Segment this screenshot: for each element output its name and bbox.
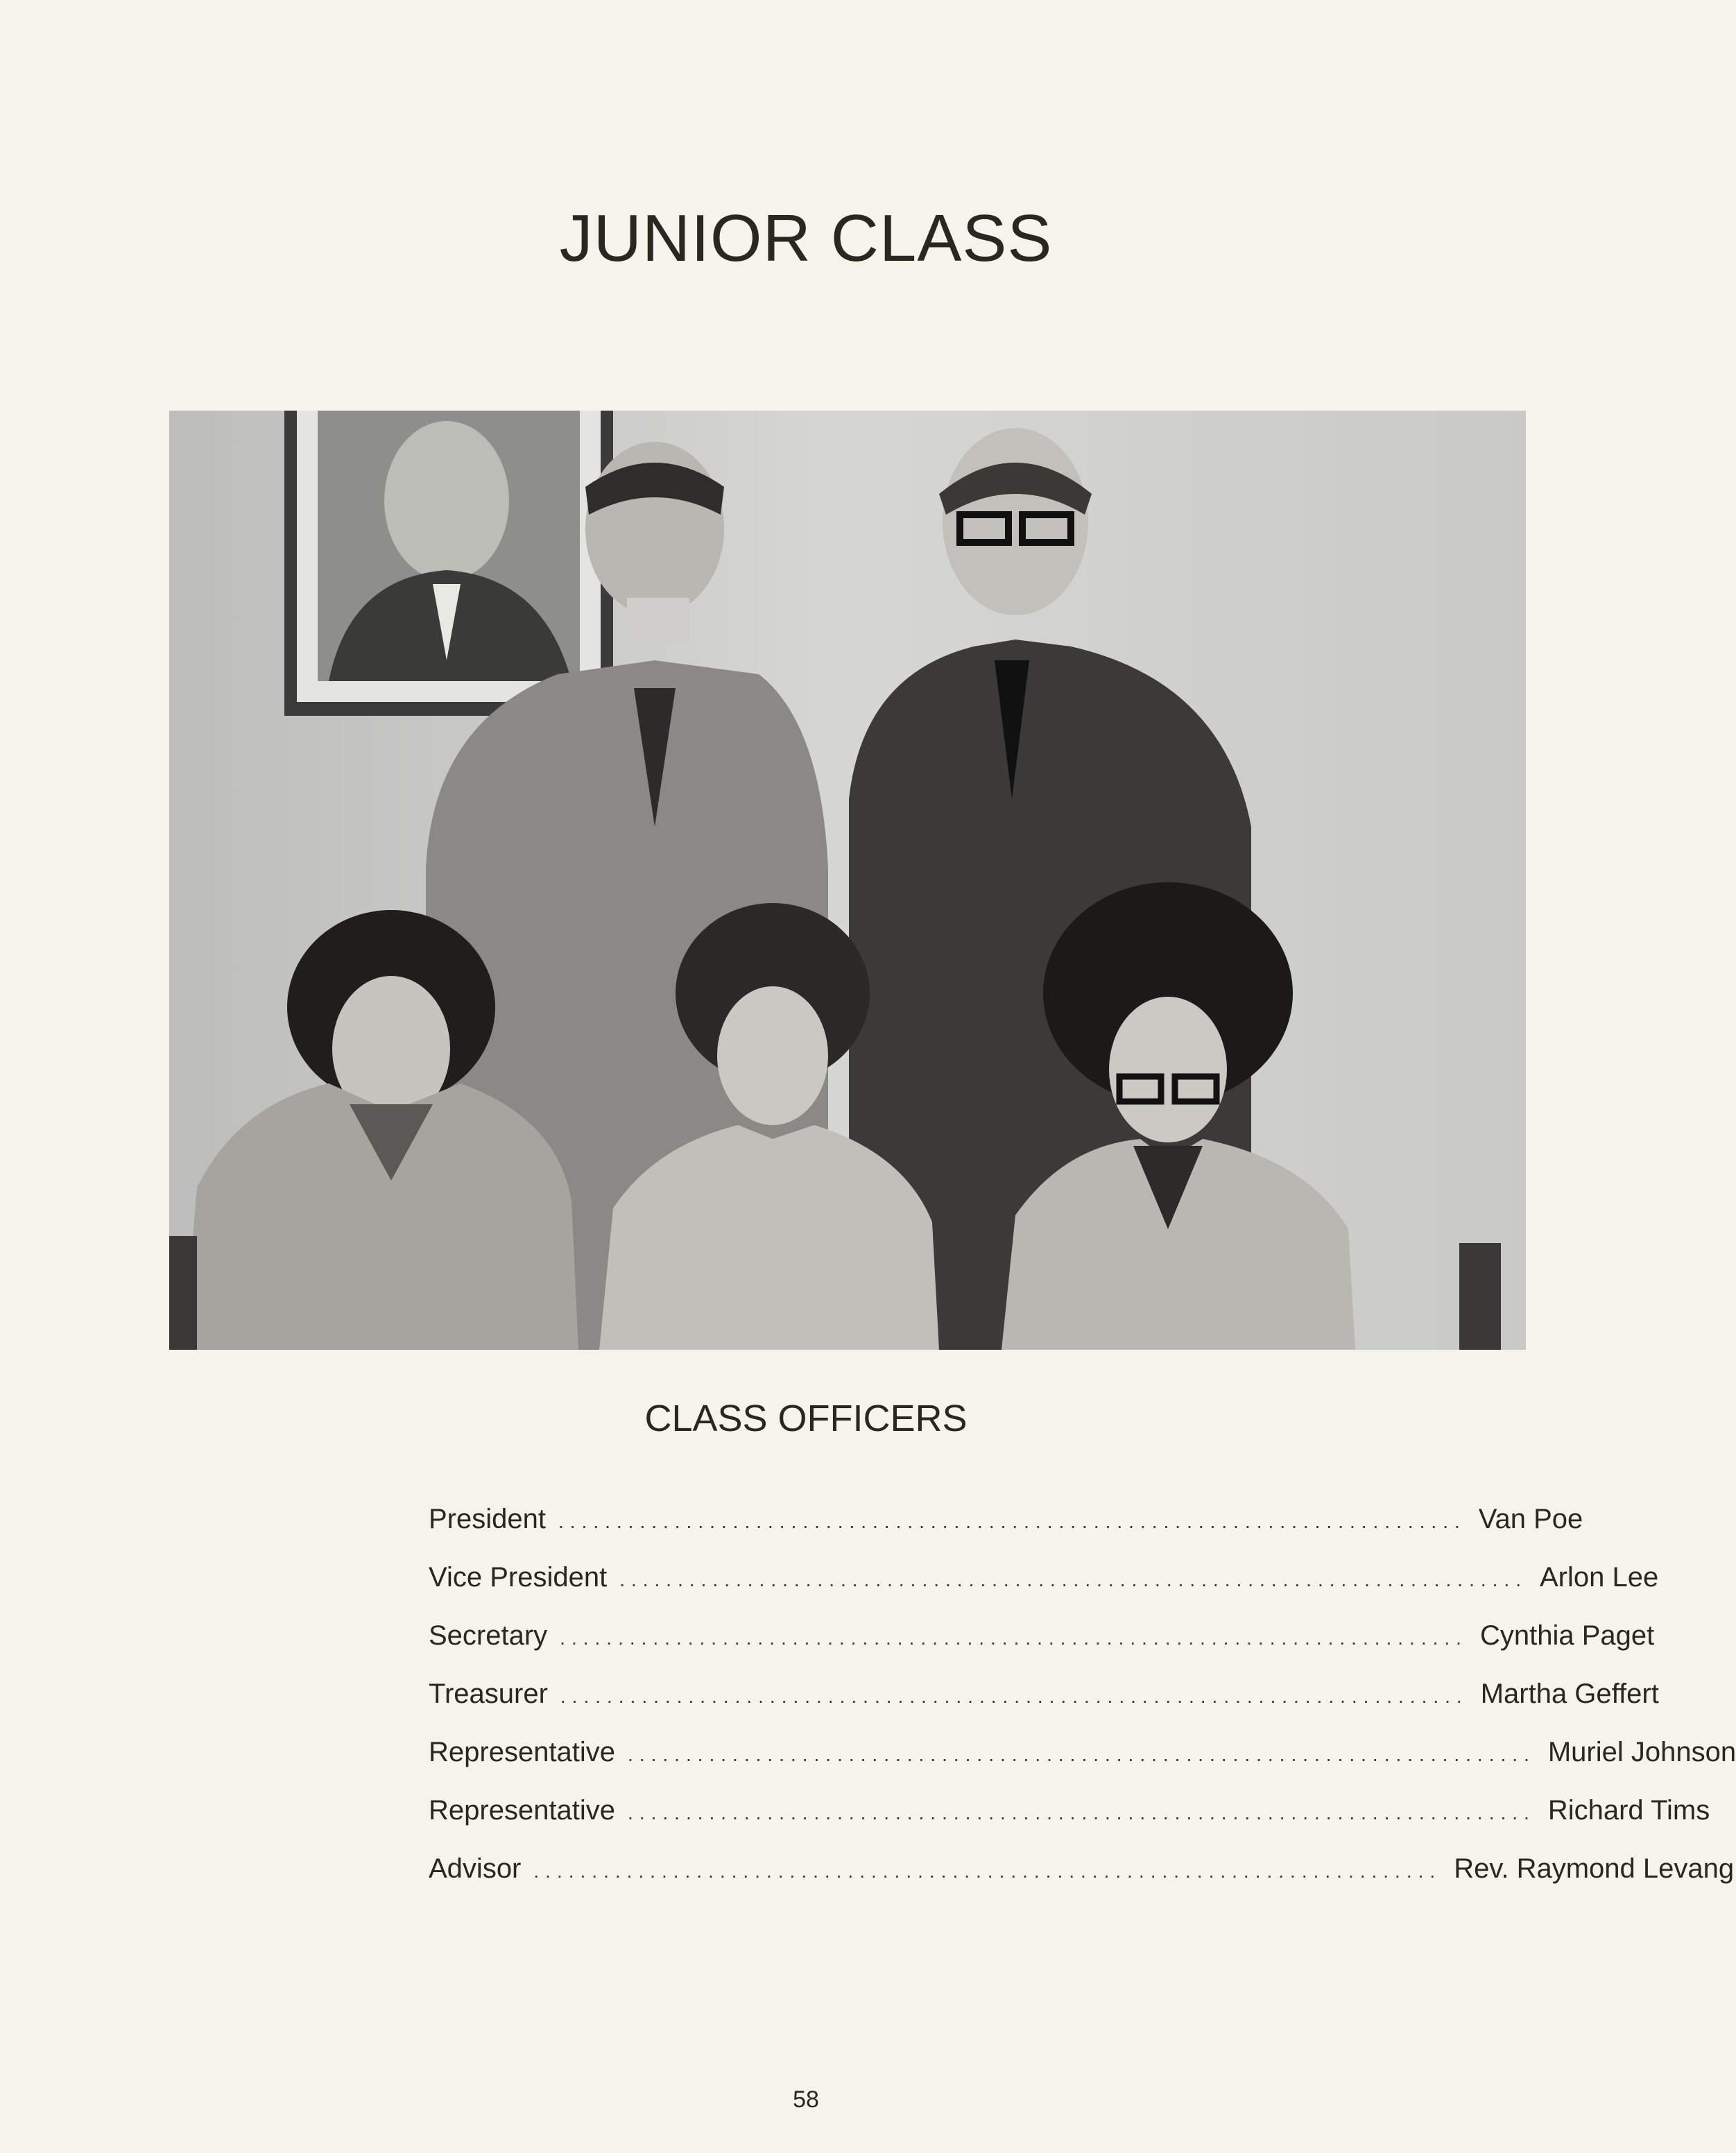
officer-role: Representative (429, 1795, 616, 1826)
officer-name: Richard Tims (1547, 1795, 1710, 1826)
officer-role: Advisor (429, 1853, 522, 1884)
officer-row-representative-1 (429, 1737, 1736, 1796)
dot-leader: .............................................................................. (619, 1569, 1527, 1590)
officer-role: Vice President (429, 1562, 608, 1593)
page-title: JUNIOR CLASS (559, 201, 1053, 275)
group-photo-illustration (169, 411, 1526, 1350)
officer-name: Muriel Johnson (1547, 1737, 1736, 1767)
officer-role: Secretary (429, 1620, 548, 1651)
dot-leader: .............................................................................. (558, 1511, 1466, 1532)
officer-name: Cynthia Paget (1479, 1620, 1655, 1651)
page-number: 58 (793, 2086, 819, 2113)
dot-leader: .............................................................................. (628, 1802, 1536, 1824)
framed-portrait (284, 411, 613, 716)
officer-row-advisor (429, 1853, 1735, 1913)
dot-leader: .............................................................................. (560, 1685, 1468, 1707)
class-officers-photo (169, 411, 1526, 1350)
officer-row-representative-2 (429, 1795, 1710, 1855)
officer-name: Rev. Raymond Levang (1454, 1853, 1735, 1884)
officer-row-vice-president (429, 1562, 1659, 1622)
officer-name: Arlon Lee (1539, 1562, 1659, 1593)
dot-leader: .............................................................................. (560, 1627, 1468, 1649)
dot-leader: .............................................................................. (533, 1860, 1442, 1882)
section-title: CLASS OFFICERS (644, 1398, 968, 1439)
officer-name: Martha Geffert (1480, 1679, 1659, 1709)
officer-row-treasurer (429, 1679, 1659, 1738)
officer-row-secretary (429, 1620, 1655, 1680)
officer-name: Van Poe (1478, 1504, 1583, 1534)
officer-row-president (429, 1504, 1583, 1563)
officer-role: Treasurer (429, 1679, 548, 1709)
officer-role: President (429, 1504, 546, 1534)
officer-role: Representative (429, 1737, 616, 1767)
dot-leader: .............................................................................. (628, 1744, 1536, 1765)
officers-list (429, 1504, 1736, 1913)
